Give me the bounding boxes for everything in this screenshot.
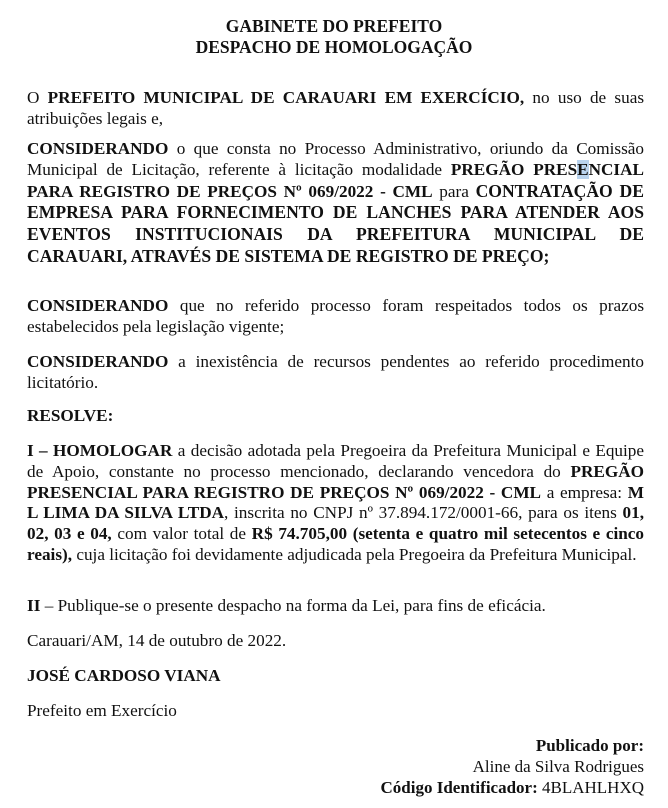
office-title: GABINETE DO PREFEITO bbox=[225, 16, 443, 36]
resolve-label: RESOLVE: bbox=[27, 406, 114, 425]
signature-name: JOSÉ CARDOSO VIANA bbox=[27, 666, 221, 685]
intro-rest: no uso de suas atribuições legais e, bbox=[27, 88, 645, 128]
considerando-2-paragraph bbox=[27, 296, 644, 338]
considerando-3-paragraph bbox=[27, 352, 644, 394]
item-1-paragraph bbox=[27, 441, 644, 566]
resolve-heading bbox=[27, 406, 644, 427]
text-cursor-highlight: E bbox=[577, 159, 589, 179]
considerando-2-text: que no referido processo foram respeitados todos os prazos estabelecidos pela legislação vigente; bbox=[27, 296, 645, 336]
item-1-number: I – bbox=[27, 441, 48, 460]
identifier-code-value: 4BLAHLHXQ bbox=[542, 778, 644, 797]
item-1-pregao: PREGÃO PRESENCIAL PARA REGISTRO DE PREÇOS Nº 069/2022 - CML bbox=[27, 461, 645, 502]
considerando-3-label: CONSIDERANDO bbox=[27, 352, 169, 371]
intro-paragraph bbox=[27, 88, 644, 130]
item-1-empresa-label: a empresa: bbox=[546, 482, 623, 502]
considerando-3-text: a inexistência de recursos pendentes ao referido procedimento licitatório. bbox=[27, 352, 644, 392]
considerando-1-text: o que consta no Processo Administrativo, oriundo da Comissão Municipal de Licitação, referente à licitação modalidade bbox=[27, 139, 645, 179]
document-title: DESPACHO DE HOMOLOGAÇÃO bbox=[195, 37, 473, 57]
objeto: CONTRATAÇÃO DE EMPRESA PARA FORNECIMENTO DE LANCHES PARA ATENDER AOS EVENTOS INSTITUCIONAIS DA PREFEITURA MUNICIPAL DE CARAUARI, ATRAVÉS DE SISTEMA DE REGISTRO DE PREÇO; bbox=[27, 180, 644, 266]
considerando-2-label: CONSIDERANDO bbox=[27, 296, 169, 315]
modalidade: PREGÃO PRESENCIAL PARA REGISTRO DE PREÇOS Nº 069/2022 - CML bbox=[27, 159, 644, 201]
item-1-empresa: M L LIMA DA SILVA LTDA bbox=[27, 482, 644, 523]
item-1-itens: 01, 02, 03 e 04, bbox=[27, 503, 645, 544]
considerando-1-para: para bbox=[439, 181, 469, 201]
signatory-name bbox=[27, 666, 644, 687]
item-2-paragraph bbox=[27, 596, 644, 617]
item-1-closing: cuja licitação foi devidamente adjudicada pela Pregoeira da Prefeitura Municipal. bbox=[76, 544, 637, 564]
date-line: Carauari/AM, 14 de outubro de 2022. bbox=[27, 631, 287, 650]
identifier-code-label: Código Identificador: bbox=[380, 778, 538, 797]
item-1-cnpj: , inscrita no CNPJ nº 37.894.172/0001-66, para os itens bbox=[224, 503, 617, 523]
item-2-text: – Publique-se o presente despacho na forma da Lei, para fins de eficácia. bbox=[44, 596, 546, 615]
intro-article: O bbox=[27, 88, 40, 107]
identifier-code bbox=[381, 777, 645, 798]
publisher-name: Aline da Silva Rodrigues bbox=[472, 757, 644, 776]
item-1-valor-label: com valor total de bbox=[117, 524, 247, 544]
signatory-role: Prefeito em Exercício bbox=[27, 701, 177, 720]
item-1-valor: R$ 74.705,00 (setenta e quatro mil setecentos e cinco reais), bbox=[27, 524, 645, 564]
item-2-number: II bbox=[27, 596, 41, 615]
intro-subject: PREFEITO MUNICIPAL DE CARAUARI EM EXERCÍCIO, bbox=[47, 88, 525, 107]
item-1-text: a decisão adotada pela Pregoeira da Prefeitura Municipal e Equipe de Apoio, constante no processo mencionado, declarando vencedora do bbox=[27, 441, 644, 481]
item-1-verb: HOMOLOGAR bbox=[53, 441, 173, 460]
published-by-label: Publicado por: bbox=[535, 736, 644, 755]
considerando-1-label: CONSIDERANDO bbox=[27, 139, 169, 158]
considerando-1-paragraph bbox=[27, 139, 644, 268]
